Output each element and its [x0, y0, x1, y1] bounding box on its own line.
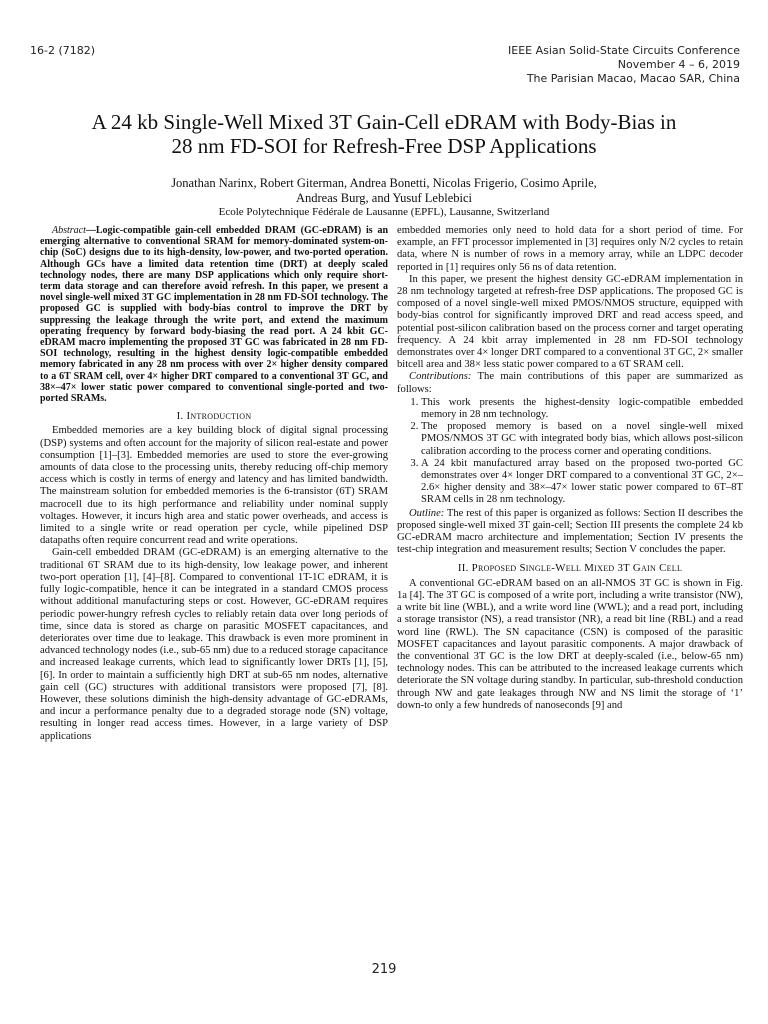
- conference-dates: November 4 – 6, 2019: [617, 58, 740, 71]
- left-column: [40, 225, 388, 743]
- title-line-1: A 24 kb Single-Well Mixed 3T Gain-Cell eDRAM with Body-Bias in: [91, 110, 677, 134]
- abstract-label: Abstract: [52, 225, 86, 236]
- contributions-list: [397, 397, 743, 507]
- outline-label: Outline:: [409, 507, 445, 519]
- right-column: [397, 225, 743, 712]
- contribution-item: 3. A 24 kbit manufactured array based on the proposed two-ported GC demonstrates over 4× longer DRT compared to a conventional 3T GC, 2×–2.6× higher density and 38×–47× lower static power compared to 6T–8T SRAM cells in 28 nm technology.: [421, 458, 743, 507]
- section2-paragraph-1: A conventional GC-eDRAM based on an all-NMOS 3T GC is shown in Fig. 1a [4]. The 3T GC is composed of a write port, including a write transistor (NW), a write bit line (WBL), and a write word line (WWL); and a read port, including a storage transistor (NS), a read transistor (NR), a read bit line (RBL) and a read word line (RWL). The SN capacitance (CSN) is composed of the parasitic MOSFET capacitances and layout parasitic components. A major drawback of the conventional 3T GC is the low DRT at deeply-scaled (i.e., below-65 nm) technology nodes. This can be attributed to the increased leakage currents which deteriorate the SN voltage during standby. In particular, sub-threshold conduction through NW and gate leakages through NW and NS limit the storage of ‘1’ down-to only a few hundreds of nanoseconds [9] and: [397, 577, 743, 711]
- conference-venue: The Parisian Macao, Macao SAR, China: [526, 72, 740, 85]
- contributions-intro: The main contributions of this paper are summarized as follows:: [397, 371, 743, 395]
- abstract: [40, 225, 388, 404]
- conference-name: IEEE Asian Solid-State Circuits Conference: [508, 44, 740, 57]
- outline-text: The rest of this paper is organized as follows: Section II describes the proposed single-well mixed 3T gain-cell; Section III presents the complete 24 kb GC-eDRAM macro architecture and implementation; Section IV presents the test-chip integration and measurement results; Section V concludes the paper.: [397, 507, 743, 556]
- abstract-text: —Logic-compatible gain-cell embedded DRAM (GC-eDRAM) is an emerging alternative to conventional SRAM for memory-dominated system-on-chip (SoC) designs due to its high-density, low-power, and two-ported operation. Although GCs have a limited data retention time (DRT) at deeply scaled technology nodes, there are many DSP applications which only require short-term data storage and can therefore avoid refresh. In this paper, we present a novel single-well mixed 3T GC implementation in 28 nm FD-SOI technology. The proposed GC is supplied with body-bias control to improve the DRT by suppressing the leakage through the write port, and extend the maximum operating frequency by forward body-biasing the read port. A 24 kbit GC-eDRAM macro implementing the proposed 3T GC was fabricated in 28 nm FD-SOI technology, resulting in the highest density logic-compatible embedded memory fabricated in any 28 nm process with over 2× higher density compared to a 6T SRAM cell, over 4× higher DRT compared to a conventional 3T GC, and 38×–47× lower static power compared to conventional single-ported and two-ported SRAMs.: [40, 225, 388, 405]
- contributions-paragraph: [397, 371, 743, 395]
- intro-paragraph-present: In this paper, we present the highest density GC-eDRAM implementation in 28 nm technology targeted at refresh-free DSP applications. The proposed GC is composed of a novel single-well mixed PMOS/NMOS structure, equipped with body-bias control for significantly improved DRT and read access speed, and potential post-silicon calibration based on the process corner and target operating frequency. A 24 kbit array implemented in 28 nm FD-SOI technology demonstrates over 4× longer DRT compared to a conventional 3T GC, 2× smaller bitcell area and 38× less static power compared to a 6T SRAM cell.: [397, 273, 744, 371]
- authors-line-2: Andreas Burg, and Yusuf Leblebici: [295, 191, 472, 205]
- contributions-label: Contributions:: [409, 371, 472, 383]
- section-heading-introduction: I. Introduction: [176, 410, 252, 423]
- intro-paragraph-1: Embedded memories are a key building block of digital signal processing (DSP) systems and often account for the majority of silicon real-estate and power consumption [1]–[3]. Embedded memories are used to store the ever-growing amounts of data close to the processing units, thereby reducing off-chip memory access which is costly in terms of energy and latency and has limited bandwidth. The mainstream solution for embedded memories is the 6-transistor (6T) SRAM macrocell due to its high performance and reliability under nominal supply voltages. However, it incurs high area and static power overheads, and access is limited to a single write or read operation per cycle, while pipelined DSP datapaths often require concurrent read and write operations.: [40, 425, 388, 547]
- contribution-item: 1. This work presents the highest-density logic-compatible embedded memory in 28 nm technology.: [421, 397, 743, 421]
- outline-paragraph: [397, 508, 743, 557]
- author-affiliation: Ecole Polytechnique Fédérale de Lausanne (EPFL), Lausanne, Switzerland: [218, 206, 550, 218]
- paper-authors: [40, 176, 728, 206]
- conference-code: 16-2 (7182): [30, 44, 96, 57]
- conference-info: [508, 44, 740, 86]
- authors-line-1: Jonathan Narinx, Robert Giterman, Andrea Bonetti, Nicolas Frigerio, Cosimo Aprile,: [171, 176, 597, 190]
- intro-paragraph-2: Gain-cell embedded DRAM (GC-eDRAM) is an emerging alternative to the traditional 6T SRAM due to its high-density, low leakage power, and inherent two-port operation [1], [4]–[8]. Compared to conventional 1T-1C eDRAM, it is fully logic-compatible, hence it can be integrated in a standard CMOS process without additional manufacturing steps or cost. However, GC-eDRAM requires periodic power-hungry refresh cycles to reliably retain data over long periods of time, since data is stored as charge on parasitic MOSFET capacitances, and deteriorates over time due to leakage. This drawback is even more prominent in advanced technology nodes (i.e., sub-65 nm) due to a reduced storage capacitance and increased leakage currents, which lead to significantly lower DRTs [1], [5], [6]. In order to maintain a sufficiently high DRT at sub-65 nm nodes, alternative gain cell (GC) structures with additional transistors were proposed [7], [8]. However, these solutions diminish the high-density advantage of GC-eDRAMs, and incur a performance penalty due to a degraded storage node (SN) voltage, resulting in longer read access times. However, in a large variety of DSP applications: [40, 547, 388, 742]
- paper-title: [40, 110, 728, 158]
- section-heading-proposed-gain-cell: II. Proposed Single-Well Mixed 3T Gain Cell: [457, 562, 683, 575]
- title-line-2: 28 nm FD-SOI for Refresh-Free DSP Applications: [171, 134, 597, 158]
- contribution-item: 2. The proposed memory is based on a novel single-well mixed PMOS/NMOS 3T GC with integrated body bias, which allows post-silicon calibration according to the process corner and operating conditions.: [421, 421, 743, 458]
- intro-paragraph-continued: embedded memories only need to hold data for a short period of time. For example, an FFT processor implemented in [3] requires only N/2 cycles to retain data, where N is number of rows in a memory array, while an LDPC decoder reported in [1] requires only 56 ns of data retention.: [397, 225, 743, 273]
- page-number: 219: [371, 962, 397, 977]
